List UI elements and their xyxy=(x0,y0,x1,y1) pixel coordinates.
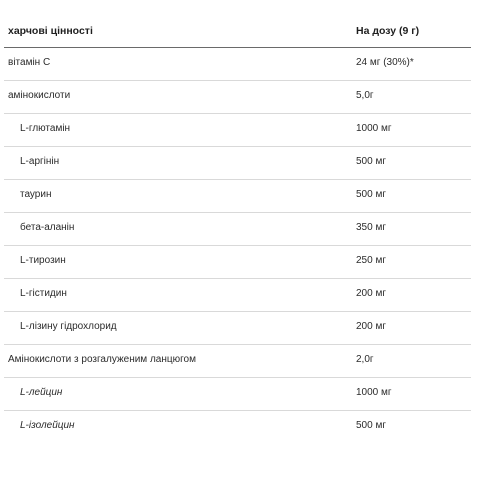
row-value: 500 мг xyxy=(356,156,386,167)
row-value: 200 мг xyxy=(356,321,386,332)
nutrition-table xyxy=(4,17,471,444)
table-row xyxy=(4,378,471,411)
row-name: L-ізолейцин xyxy=(20,420,75,431)
row-value: 5,0г xyxy=(356,90,374,101)
row-value: 1000 мг xyxy=(356,123,392,134)
row-value: 24 мг (30%)* xyxy=(356,57,414,68)
table-row xyxy=(4,345,471,378)
row-name: таурин xyxy=(20,189,52,200)
header-name: харчові цінності xyxy=(8,25,93,37)
row-name: L-глютамін xyxy=(20,123,71,134)
row-name: L-гістидин xyxy=(20,288,67,299)
table-row xyxy=(4,48,471,81)
table-row xyxy=(4,81,471,114)
table-row xyxy=(4,114,471,147)
table-row xyxy=(4,147,471,180)
row-value: 500 мг xyxy=(356,189,386,200)
row-name: L-тирозин xyxy=(20,255,66,266)
row-value: 350 мг xyxy=(356,222,386,233)
row-value: 250 мг xyxy=(356,255,386,266)
table-row xyxy=(4,213,471,246)
row-name: L-лізину гідрохлорид xyxy=(20,321,117,332)
row-name: Амінокислоти з розгалуженим ланцюгом xyxy=(8,354,196,365)
table-row xyxy=(4,246,471,279)
row-value: 2,0г xyxy=(356,354,374,365)
table-row xyxy=(4,312,471,345)
row-name: L-аргінін xyxy=(20,156,60,167)
row-name: бета-аланін xyxy=(20,222,75,233)
row-name: амінокислоти xyxy=(8,90,71,101)
row-value: 500 мг xyxy=(356,420,386,431)
table-row xyxy=(4,279,471,312)
row-value: 1000 мг xyxy=(356,387,392,398)
table-row xyxy=(4,180,471,213)
table-header-row xyxy=(4,17,471,48)
row-name: вітамін С xyxy=(8,57,51,68)
table-row xyxy=(4,411,471,444)
row-value: 200 мг xyxy=(356,288,386,299)
row-name: L-лейцин xyxy=(20,387,63,398)
header-value: На дозу (9 г) xyxy=(356,25,420,37)
